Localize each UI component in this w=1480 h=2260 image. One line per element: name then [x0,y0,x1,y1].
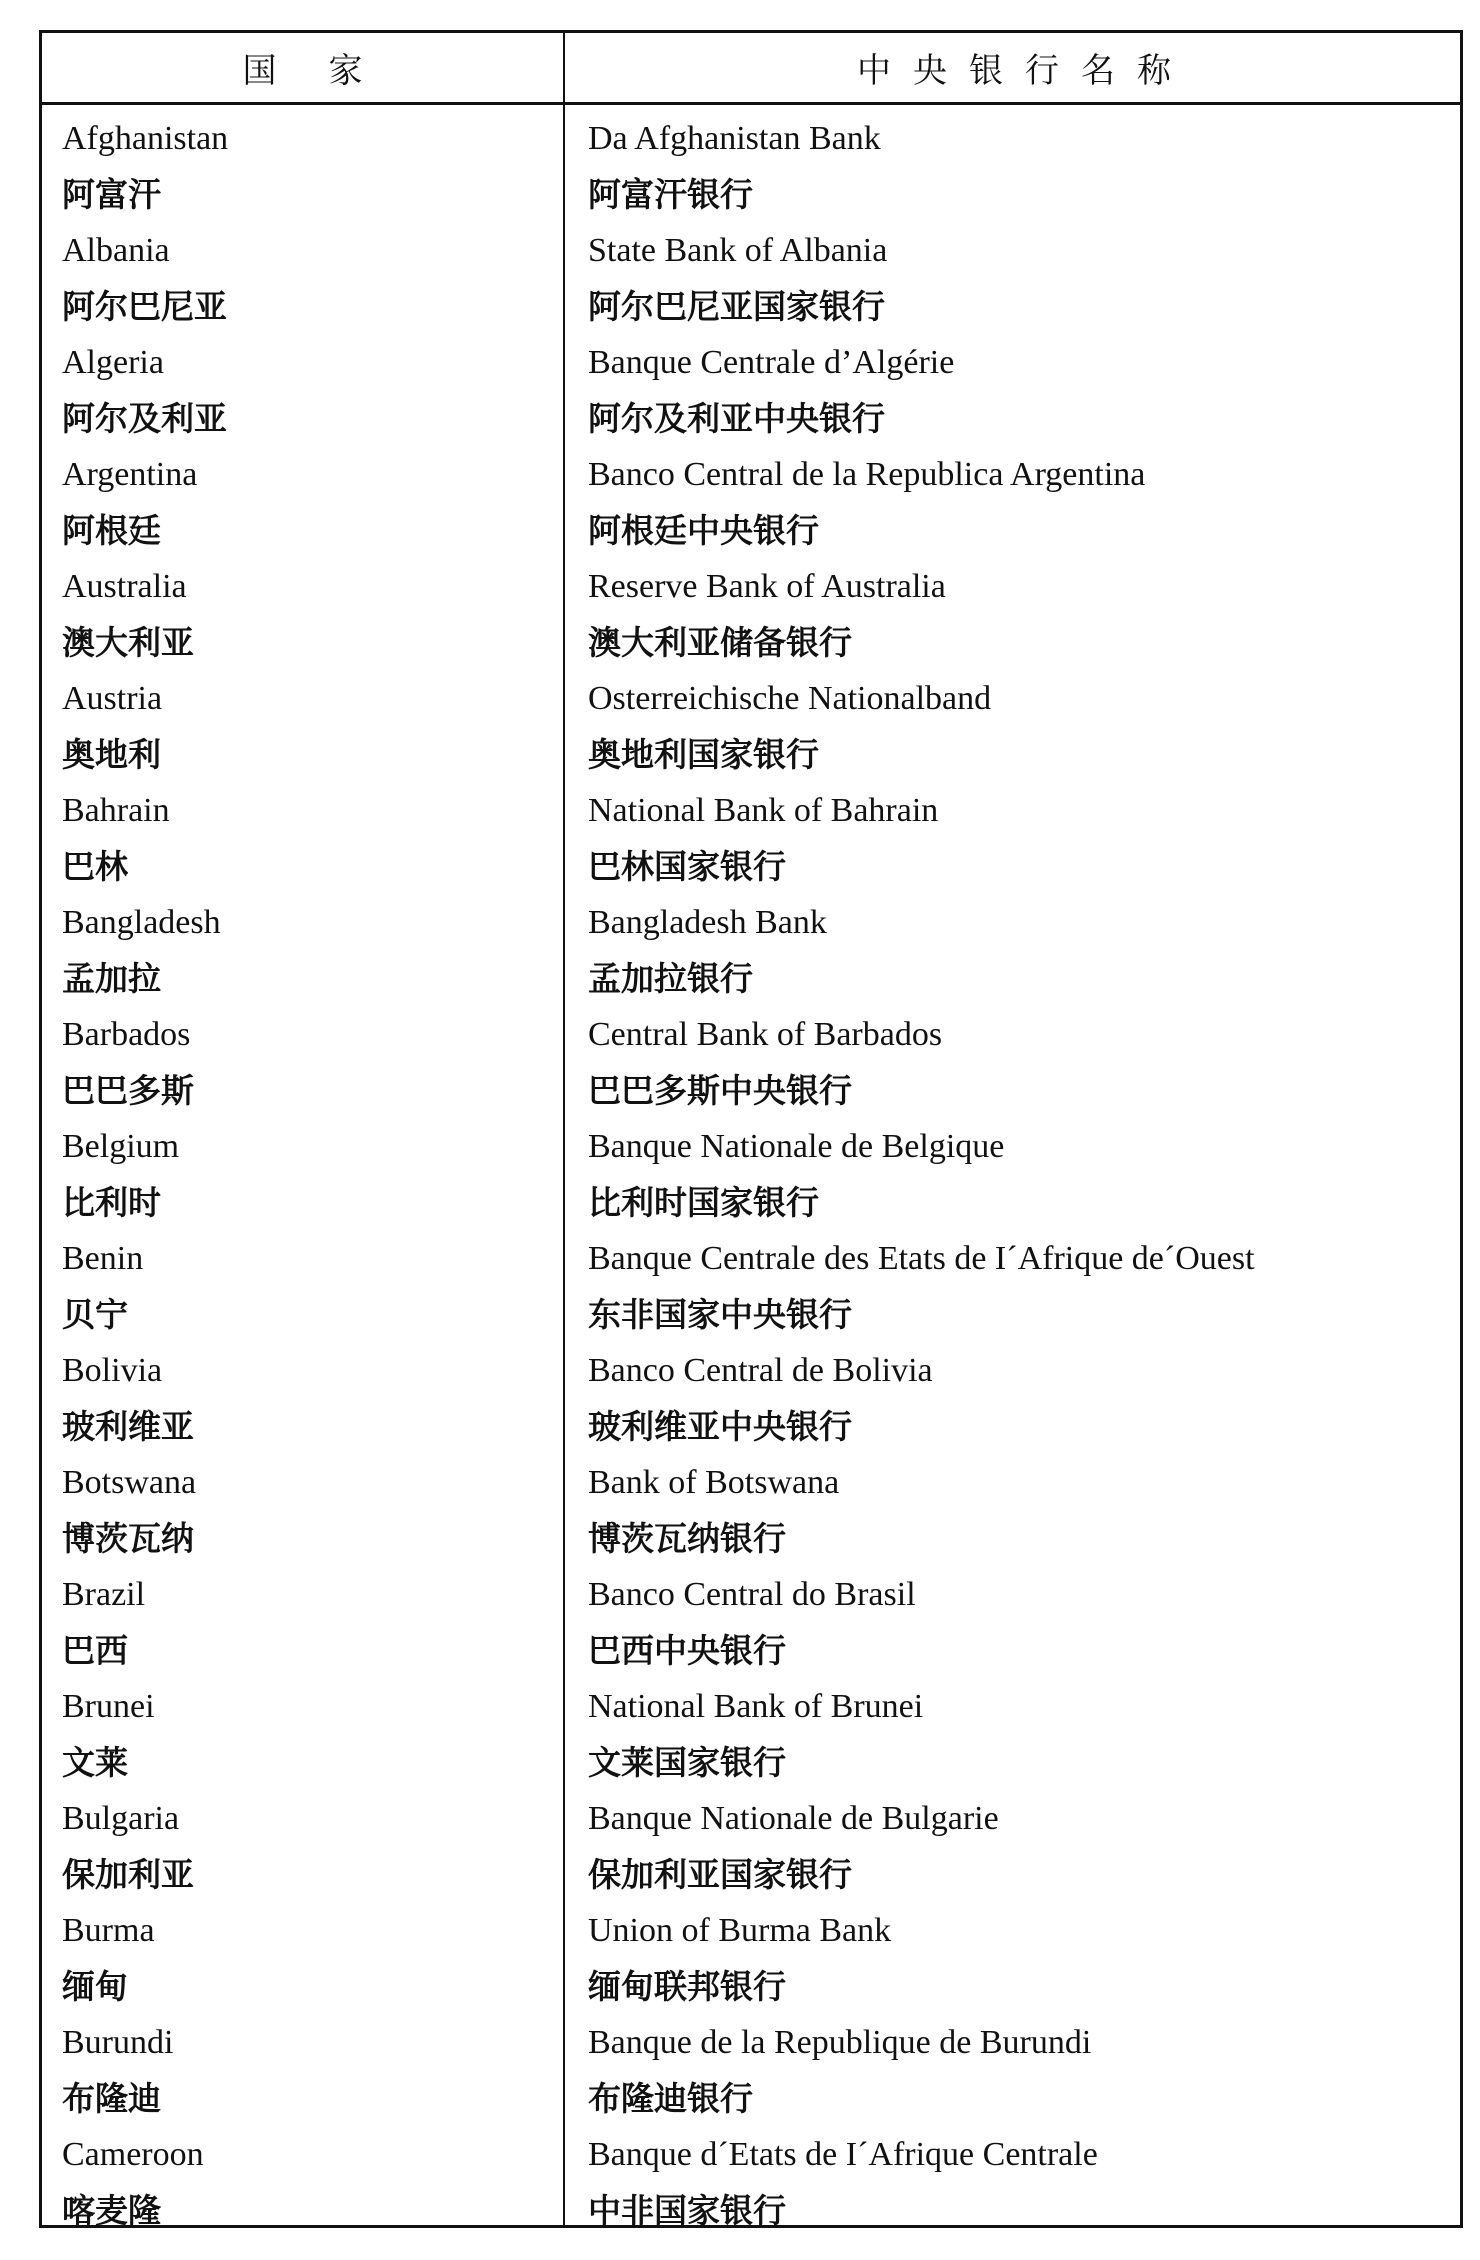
table-row [42,1623,1460,1679]
table-row [42,1007,1460,1063]
central-bank-cell: Bangladesh Bank [588,904,827,941]
central-bank-cell: 博茨瓦纳银行 [588,1519,786,1558]
table-row [42,559,1460,615]
table-row [42,111,1460,167]
country-cell: Cameroon [62,2136,204,2173]
central-bank-cell: Central Bank of Barbados [588,1016,943,1053]
table-row [42,1511,1460,1567]
country-cell: 缅甸 [62,1967,128,2006]
country-cell: Belgium [62,1128,180,1165]
central-bank-cell: 孟加拉银行 [588,959,753,998]
central-bank-cell: 澳大利亚储备银行 [588,623,852,662]
central-bank-cell: Banque d´Etats de I´Afrique Centrale [588,2136,1098,2173]
table-row [42,783,1460,839]
central-bank-cell: 中非国家银行 [588,2191,786,2230]
table-row [42,839,1460,895]
country-cell: Burundi [62,2024,174,2061]
table-body [42,111,1460,2239]
table-row [42,951,1460,1007]
table-row [42,671,1460,727]
table-row [42,2071,1460,2127]
country-cell: 阿根廷 [62,511,161,550]
table-row [42,615,1460,671]
country-cell: Austria [62,680,163,717]
country-cell: Albania [62,232,170,269]
central-bank-cell: Banco Central de Bolivia [588,1352,933,1389]
table-row [42,1791,1460,1847]
central-bank-cell: 阿尔巴尼亚国家银行 [588,287,885,326]
country-cell: Bangladesh [62,904,221,941]
table-row [42,167,1460,223]
country-cell: Australia [62,568,187,605]
table-row [42,1959,1460,2015]
header-country: 国家 [242,51,415,91]
table-row [42,1287,1460,1343]
table-row [42,1343,1460,1399]
central-bank-cell: 保加利亚国家银行 [588,1855,852,1894]
country-cell: 阿尔巴尼亚 [62,287,227,326]
table-row [42,503,1460,559]
table-row [42,391,1460,447]
central-bank-cell: Banque de la Republique de Burundi [588,2024,1092,2061]
central-bank-cell: Banque Nationale de Belgique [588,1128,1005,1165]
country-cell: Algeria [62,344,164,381]
country-cell: Botswana [62,1464,197,1501]
central-bank-cell: Banco Central do Brasil [588,1576,916,1613]
central-bank-cell: State Bank of Albania [588,232,888,269]
country-cell: 喀麦隆 [62,2191,161,2230]
central-bank-cell: National Bank of Brunei [588,1688,924,1725]
country-cell: 文莱 [62,1743,128,1782]
table-row [42,2183,1460,2239]
country-cell: 澳大利亚 [62,623,194,662]
country-cell: 奥地利 [62,735,161,774]
central-bank-cell: Banco Central de la Republica Argentina [588,456,1146,493]
table-row [42,1679,1460,1735]
central-bank-cell: 文莱国家银行 [588,1743,786,1782]
central-bank-cell: 阿富汗银行 [588,175,753,214]
table-row [42,335,1460,391]
central-bank-cell: 阿尔及利亚中央银行 [588,399,885,438]
central-bank-cell: 奥地利国家银行 [588,735,819,774]
table-row [42,727,1460,783]
table-row [42,447,1460,503]
central-bank-cell: 玻利维亚中央银行 [588,1407,852,1446]
table-row [42,1063,1460,1119]
country-cell: Barbados [62,1016,191,1053]
table-row [42,1119,1460,1175]
country-cell: Bulgaria [62,1800,180,1837]
table-row [42,1567,1460,1623]
country-cell: 巴林 [62,847,128,886]
central-bank-cell: 比利时国家银行 [588,1183,819,1222]
central-bank-cell: 缅甸联邦银行 [588,1967,786,2006]
country-cell: Bahrain [62,792,170,829]
header-central-bank-name: 中央银行名称 [857,51,1193,91]
central-bank-cell: Da Afghanistan Bank [588,120,881,157]
table-row [42,223,1460,279]
table-row [42,2127,1460,2183]
country-cell: Brazil [62,1576,146,1613]
table-row [42,1735,1460,1791]
central-bank-cell: Bank of Botswana [588,1464,840,1501]
central-bank-cell: Banque Centrale d’Algérie [588,344,955,381]
central-bank-cell: 布隆迪银行 [588,2079,753,2118]
table-row [42,1231,1460,1287]
table-row [42,1847,1460,1903]
table-row [42,1455,1460,1511]
central-bank-cell: 巴林国家银行 [588,847,786,886]
central-bank-cell: Union of Burma Bank [588,1912,892,1949]
country-cell: 博茨瓦纳 [62,1519,194,1558]
country-cell: 巴巴多斯 [62,1071,194,1110]
central-bank-cell: 巴巴多斯中央银行 [588,1071,852,1110]
central-bank-cell: Reserve Bank of Australia [588,568,946,605]
central-bank-cell: 东非国家中央银行 [588,1295,852,1334]
country-cell: Bolivia [62,1352,163,1389]
central-bank-cell: Banque Centrale des Etats de I´Afrique de´Ouest [588,1240,1255,1277]
country-cell: 阿尔及利亚 [62,399,227,438]
central-bank-cell: Banque Nationale de Bulgarie [588,1800,999,1837]
central-bank-cell: Osterreichische Nationalband [588,680,992,717]
country-cell: Burma [62,1912,155,1949]
table-row [42,895,1460,951]
country-cell: 贝宁 [62,1295,128,1334]
country-cell: 阿富汗 [62,175,161,214]
country-cell: Argentina [62,456,198,493]
table-row [42,1399,1460,1455]
central-bank-cell: 巴西中央银行 [588,1631,786,1670]
table-row [42,1903,1460,1959]
table-row [42,279,1460,335]
country-cell: 保加利亚 [62,1855,194,1894]
table-row [42,2015,1460,2071]
country-cell: 孟加拉 [62,959,161,998]
country-cell: Afghanistan [62,120,229,157]
country-cell: 比利时 [62,1183,161,1222]
central-bank-cell: National Bank of Bahrain [588,792,939,829]
country-cell: Brunei [62,1688,155,1725]
table-header-row [42,33,1460,105]
table-row [42,1175,1460,1231]
country-cell: 布隆迪 [62,2079,161,2118]
central-bank-cell: 阿根廷中央银行 [588,511,819,550]
country-cell: 巴西 [62,1631,128,1670]
country-cell: Benin [62,1240,144,1277]
country-cell: 玻利维亚 [62,1407,194,1446]
central-bank-table [39,30,1463,2228]
